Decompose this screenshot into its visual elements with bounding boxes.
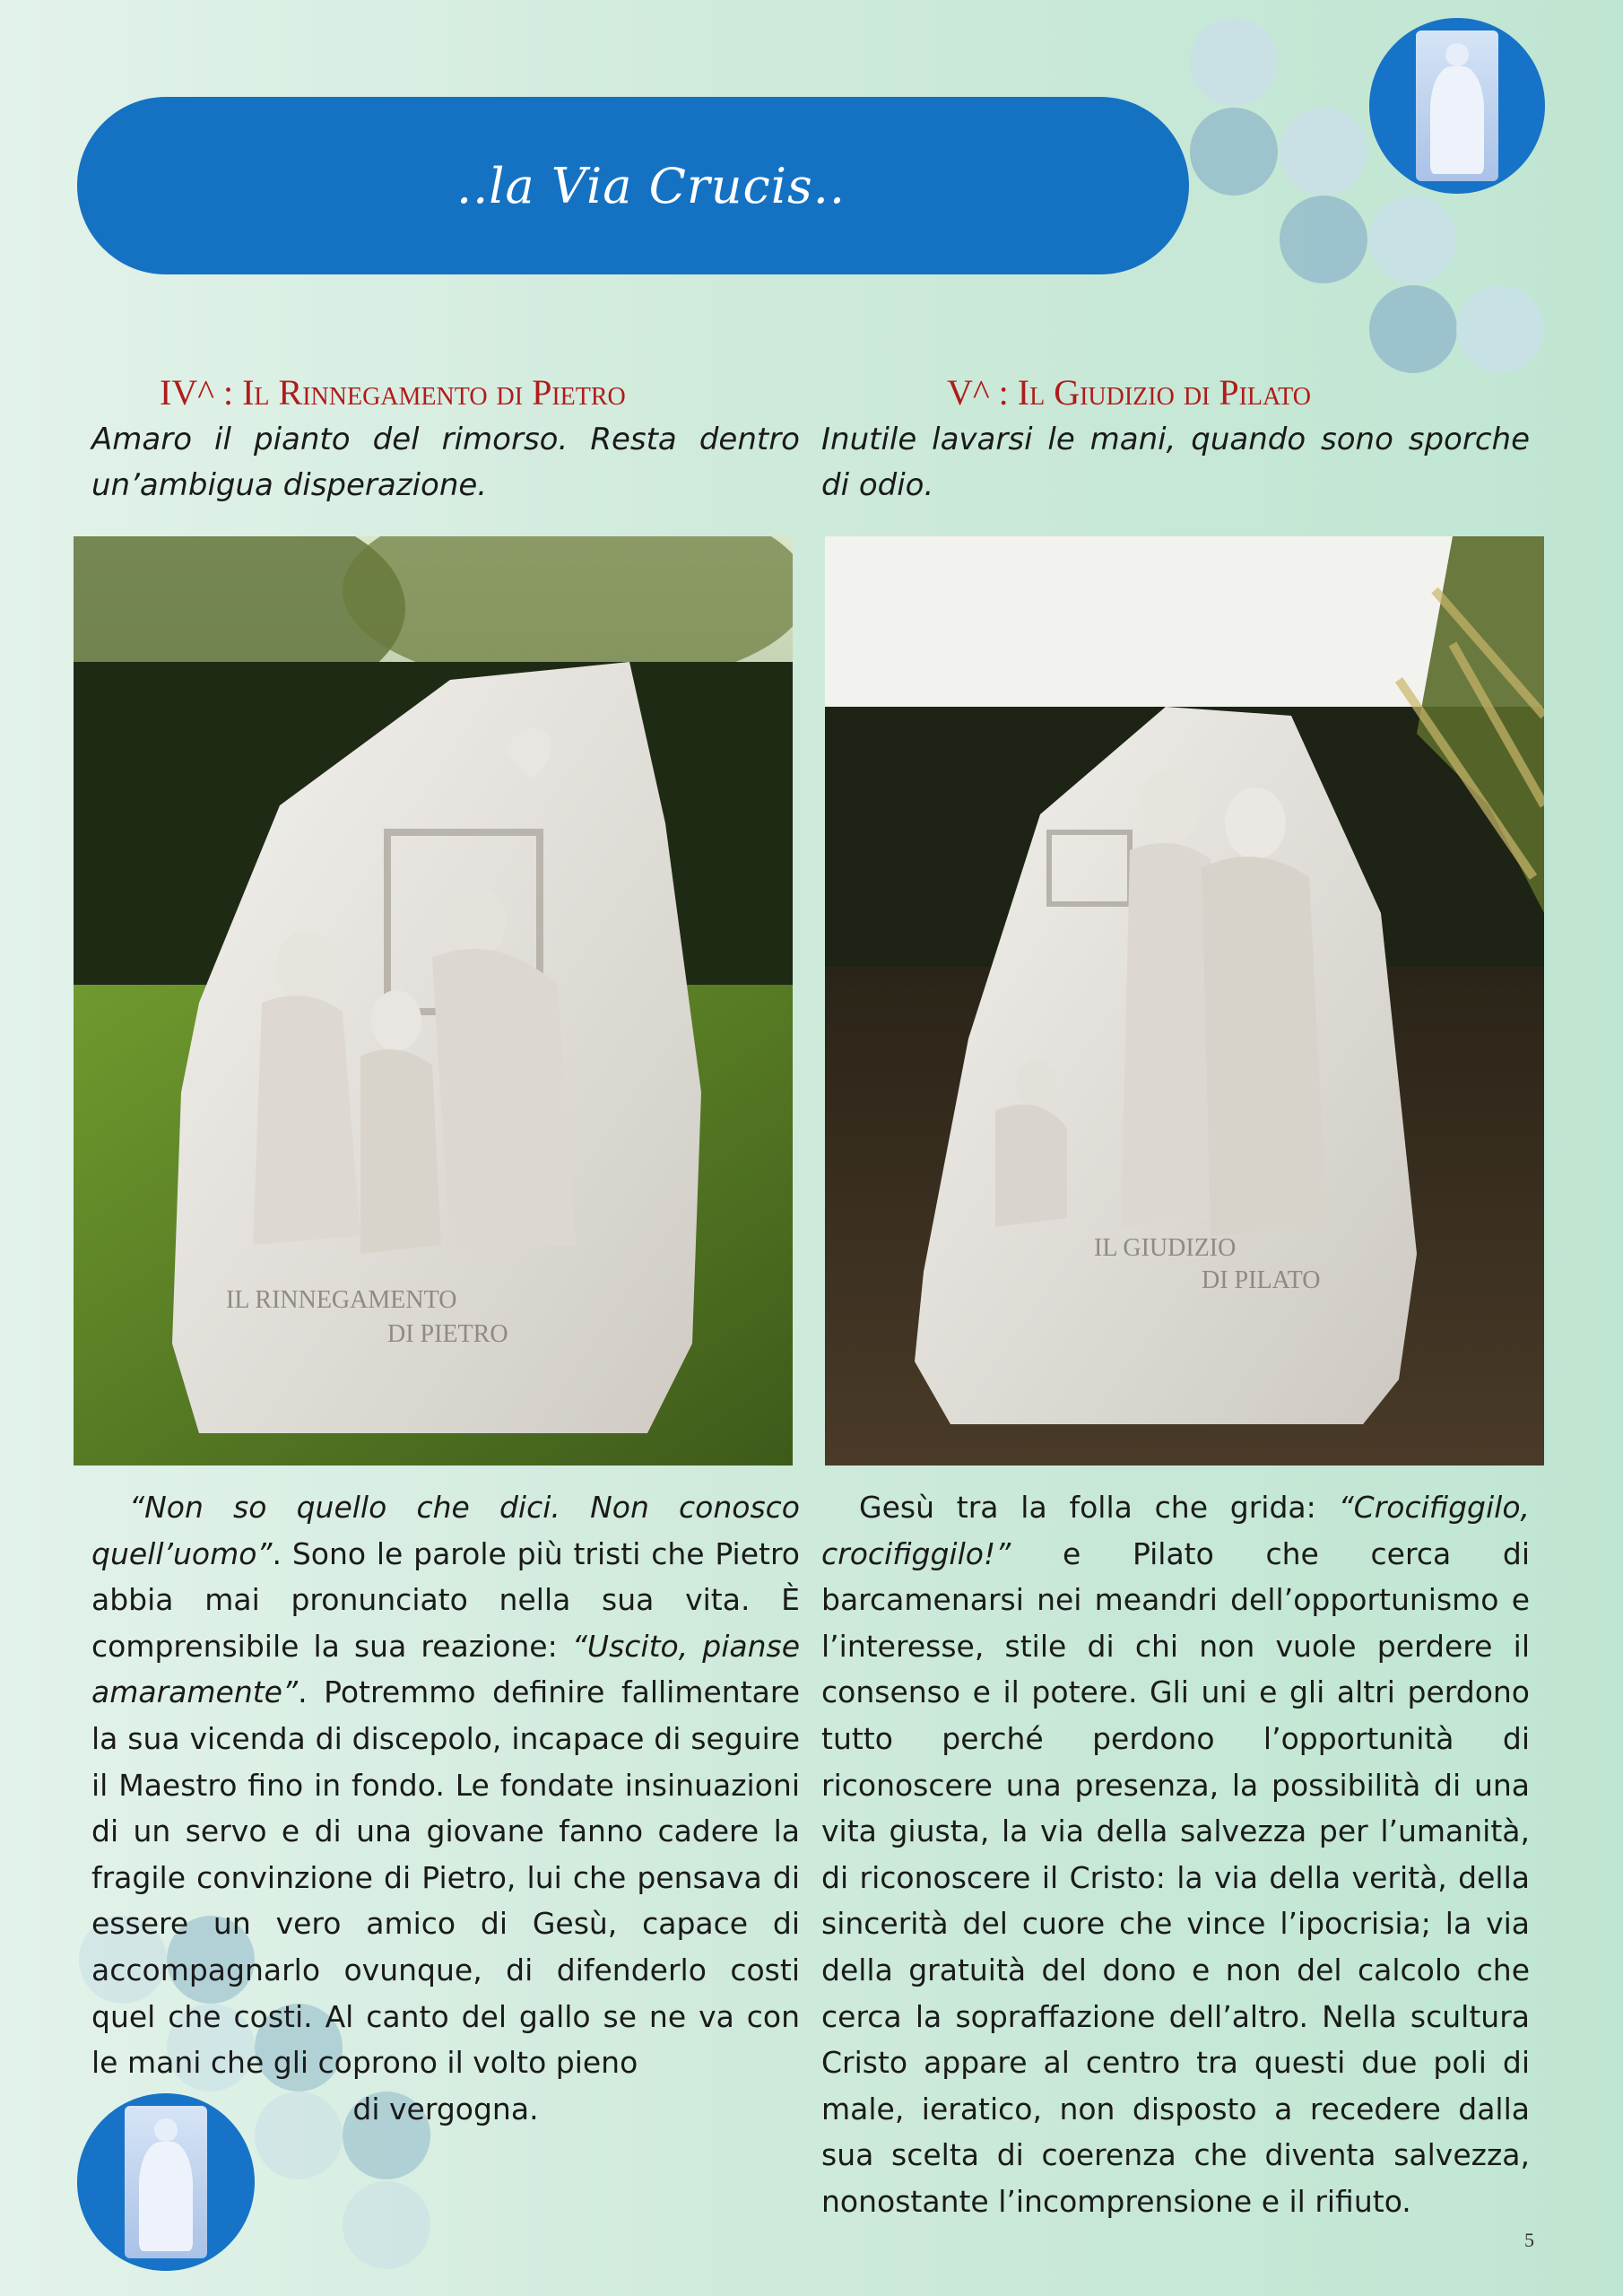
station-v-title: V^ : Il Giudizio di Pilato: [947, 372, 1311, 413]
text-segment: “Non so quello che dici. Non conosco quell’uomo”: [91, 1490, 800, 1571]
photo-inscription: DI PILATO: [1202, 1266, 1321, 1294]
page-title: ..la Via Crucis..: [456, 157, 846, 214]
decor-circle: [1369, 196, 1457, 283]
decor-circle: [1190, 18, 1278, 106]
station-v-subtitle: Inutile lavarsi le mani, quando sono sporche di odio.: [821, 422, 1530, 503]
station-v-text: [821, 1484, 1530, 2225]
page-number: 5: [1524, 2229, 1534, 2251]
text-segment: . Sono le parole più tristi che Pietro abbia mai pronunciato nella sua vita. È comprensibile la sua reazione:: [91, 1535, 800, 1664]
decor-circle: [1190, 108, 1278, 196]
madonna-medallion-icon: [1369, 18, 1545, 194]
text-segment: “Uscito, pianse amaramente”: [91, 1628, 800, 1710]
decor-circle: [343, 2181, 430, 2269]
header-banner: [77, 97, 1189, 274]
text-segment: Gesù tra la folla che grida:: [859, 1490, 1339, 1525]
decor-circle: [1456, 285, 1544, 373]
text-segment: di vergogna.: [352, 2091, 539, 2126]
decor-circle: [1280, 196, 1367, 283]
station-iv-text: [91, 1484, 800, 2132]
photo-inscription: DI PIETRO: [387, 1320, 508, 1348]
station-iv-title: IV^ : Il Rinnegamento di Pietro: [160, 372, 626, 413]
text-segment: “Crocifiggilo, crocifiggilo!”: [821, 1490, 1530, 1571]
decor-circle: [1280, 108, 1367, 196]
station-iv-subtitle: Amaro il pianto del rimorso. Resta dentro un’ambigua disperazione.: [91, 422, 800, 503]
decor-circle: [1369, 285, 1457, 373]
sculpture-photo-pilato: [825, 536, 1544, 1465]
photo-inscription: IL GIUDIZIO: [1094, 1234, 1237, 1262]
text-segment: . Potremmo definire fallimentare la sua vicenda di discepolo, incapace di seguire il Maestro fino in fondo. Le fondate insinuazioni di un servo e di una giovane fanno cadere la fragile convinzione di Pietro, lui che pensava di essere un vero amico di Gesù, capace di accompagnarlo ovunque, di difenderlo costi quel che costi. Al canto del gallo se ne va con le mani che gli coprono il volto pieno: [91, 1674, 800, 2081]
text-segment: e Pilato che cerca di barcamenarsi nei meandri dell’opportunismo e l’interesse, stile di chi non vuole perdere il consenso e il potere. Gli uni e gli altri perdono tutto perché perdono l’opportunità di riconoscere una presenza, la possibilità di una vita giusta, la via della salvezza per l’umanità, di riconoscere il Cristo: la via della verità, della sincerità del cuore che vince l’ipocrisia; la via della gratuità del dono e non del calcolo che cerca la sopraffazione dell’altro. Nella scultura Cristo appare al centro tra questi due poli di male, ieratico, non disposto a recedere dalla sua scelta di coerenza che diventa salvezza, nonostante l’incomprensione e il rifiuto.: [821, 1535, 1530, 2219]
sculpture-photo-pietro: [74, 536, 793, 1465]
photo-inscription: IL RINNEGAMENTO: [226, 1286, 457, 1314]
